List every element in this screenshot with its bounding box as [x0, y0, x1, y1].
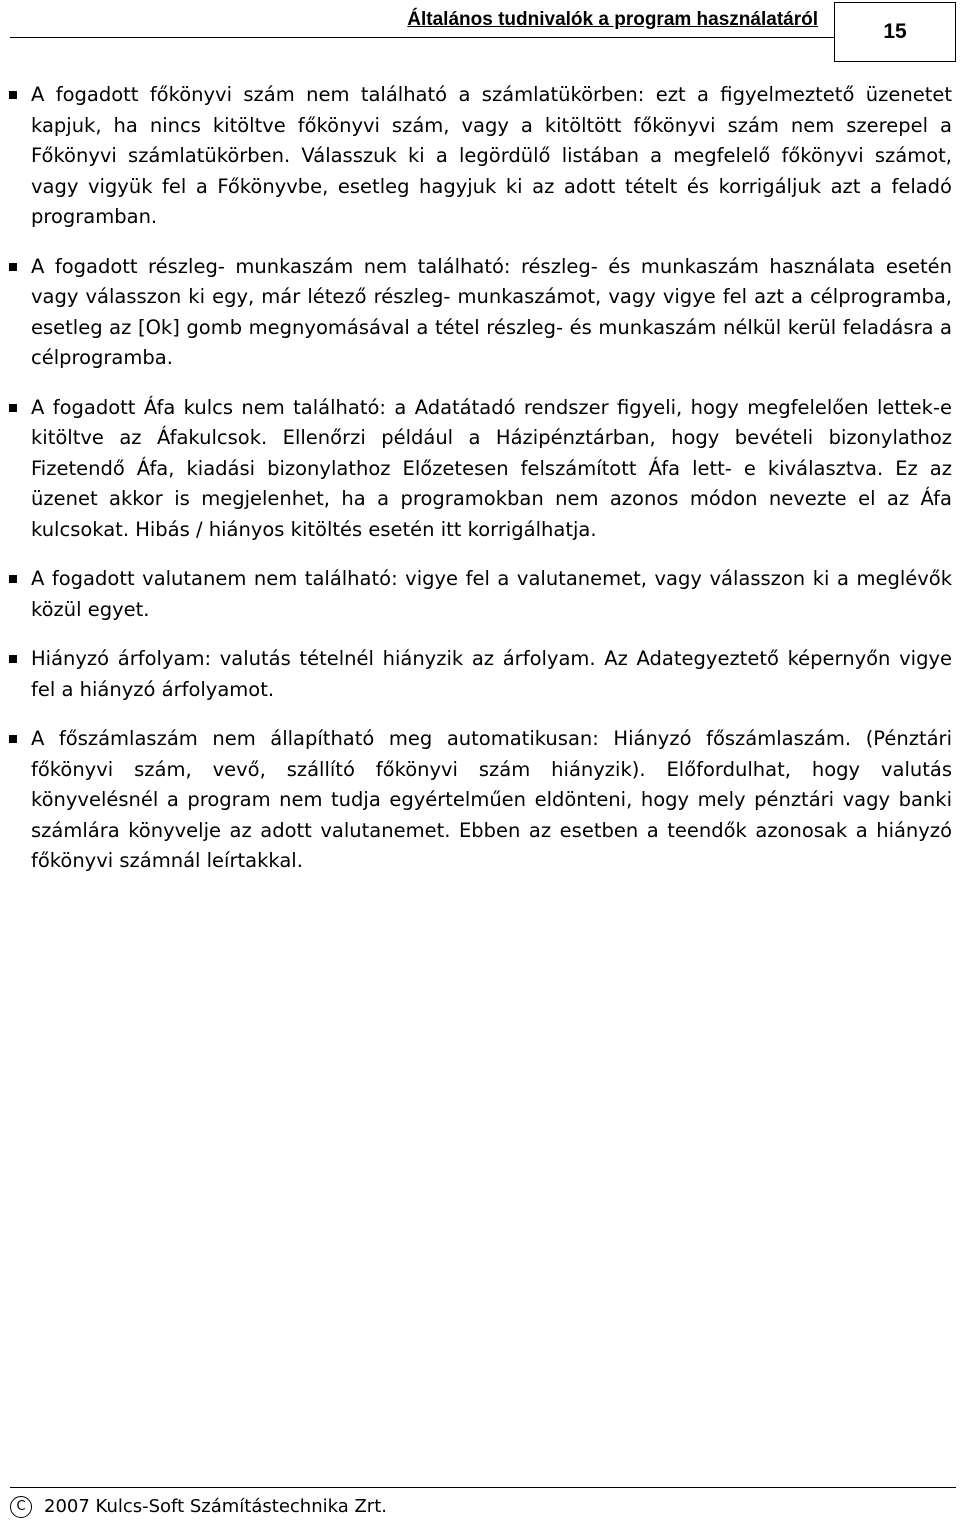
list-item [0, 724, 952, 877]
square-bullet-icon [9, 735, 17, 743]
list-item [0, 644, 952, 705]
square-bullet-icon [9, 575, 17, 583]
footer-text: 2007 Kulcs-Soft Számítástechnika Zrt. [44, 1496, 387, 1517]
list-item-text: A fogadott valutanem nem található: vigye fel a valutanemet, vagy válasszon ki a meglévők közül egyet. [31, 567, 952, 621]
list-item-text: A fogadott főkönyvi szám nem található a számlatükörben: ezt a figyelmeztető üzenetet kapjuk, ha nincs kitöltve főkönyvi szám, vagy a kitöltött főkönyvi szám nem szerepel a Főkönyvi számlatükörben. Válasszuk ki a legördülő listában a megfelelő főkönyvi számot, vagy vigyük fel a Főkönyvbe, esetleg hagyjuk ki az adott tételt és korrigáljuk azt a feladó programban. [31, 83, 952, 228]
list-item-text: A fogadott Áfa kulcs nem található: a Adatátadó rendszer figyeli, hogy megfelelően lettek-e kitöltve az Áfakulcsok. Ellenőrzi például a Házipénztárban, hogy bevételi bizonylathoz Fizetendő Áfa, kiadási bizonylathoz Előzetesen felszámított Áfa lett- e kiválasztva. Ez az üzenet akkor is megjelenhet, ha a programokban nem azonos módon nevezte el az Áfa kulcsokat. Hibás / hiányos kitöltés esetén itt korrigálhatja. [31, 395, 952, 541]
list-item-text: Hiányzó árfolyam: valutás tételnél hiányzik az árfolyam. Az Adategyeztető képernyőn vigye fel a hiányzó árfolyamot. [31, 647, 952, 701]
bullet-list [0, 80, 960, 896]
footer-divider [10, 1487, 956, 1488]
list-item [0, 80, 952, 233]
copyright-icon: C [10, 1496, 32, 1518]
list-item [0, 564, 952, 625]
list-item-text: A fogadott részleg- munkaszám nem található: részleg- és munkaszám használata esetén vagy válasszon ki egy, már létező részleg- munkaszámot, vagy vigye fel azt a célprogramba, esetleg az [Ok] gomb megnyomásával a tétel részleg- és munkaszám nélkül kerül feladásra a célprogramba. [31, 254, 952, 369]
list-item [0, 393, 952, 546]
square-bullet-icon [9, 263, 17, 271]
list-item [0, 252, 952, 374]
page-number: 15 [834, 2, 956, 62]
page-header-title: Általános tudnivalók a program használatáról [407, 9, 818, 30]
square-bullet-icon [9, 655, 17, 663]
square-bullet-icon [9, 404, 17, 412]
square-bullet-icon [9, 91, 17, 99]
header-divider [10, 37, 834, 38]
list-item-text: A főszámlaszám nem állapítható meg automatikusan: Hiányzó főszámlaszám. (Pénztári főkönyvi szám, vevő, szállító főkönyvi szám hiányzik). Előfordulhat, hogy valutás könyvelésnél a program nem tudja egyértelműen eldönteni, hogy mely pénztári vagy banki számlára könyvelje az adott valutanemet. Ebben az esetben a teendők azonosak a hiányzó főkönyvi számnál leírtakkal. [31, 727, 952, 872]
footer [10, 1495, 387, 1519]
